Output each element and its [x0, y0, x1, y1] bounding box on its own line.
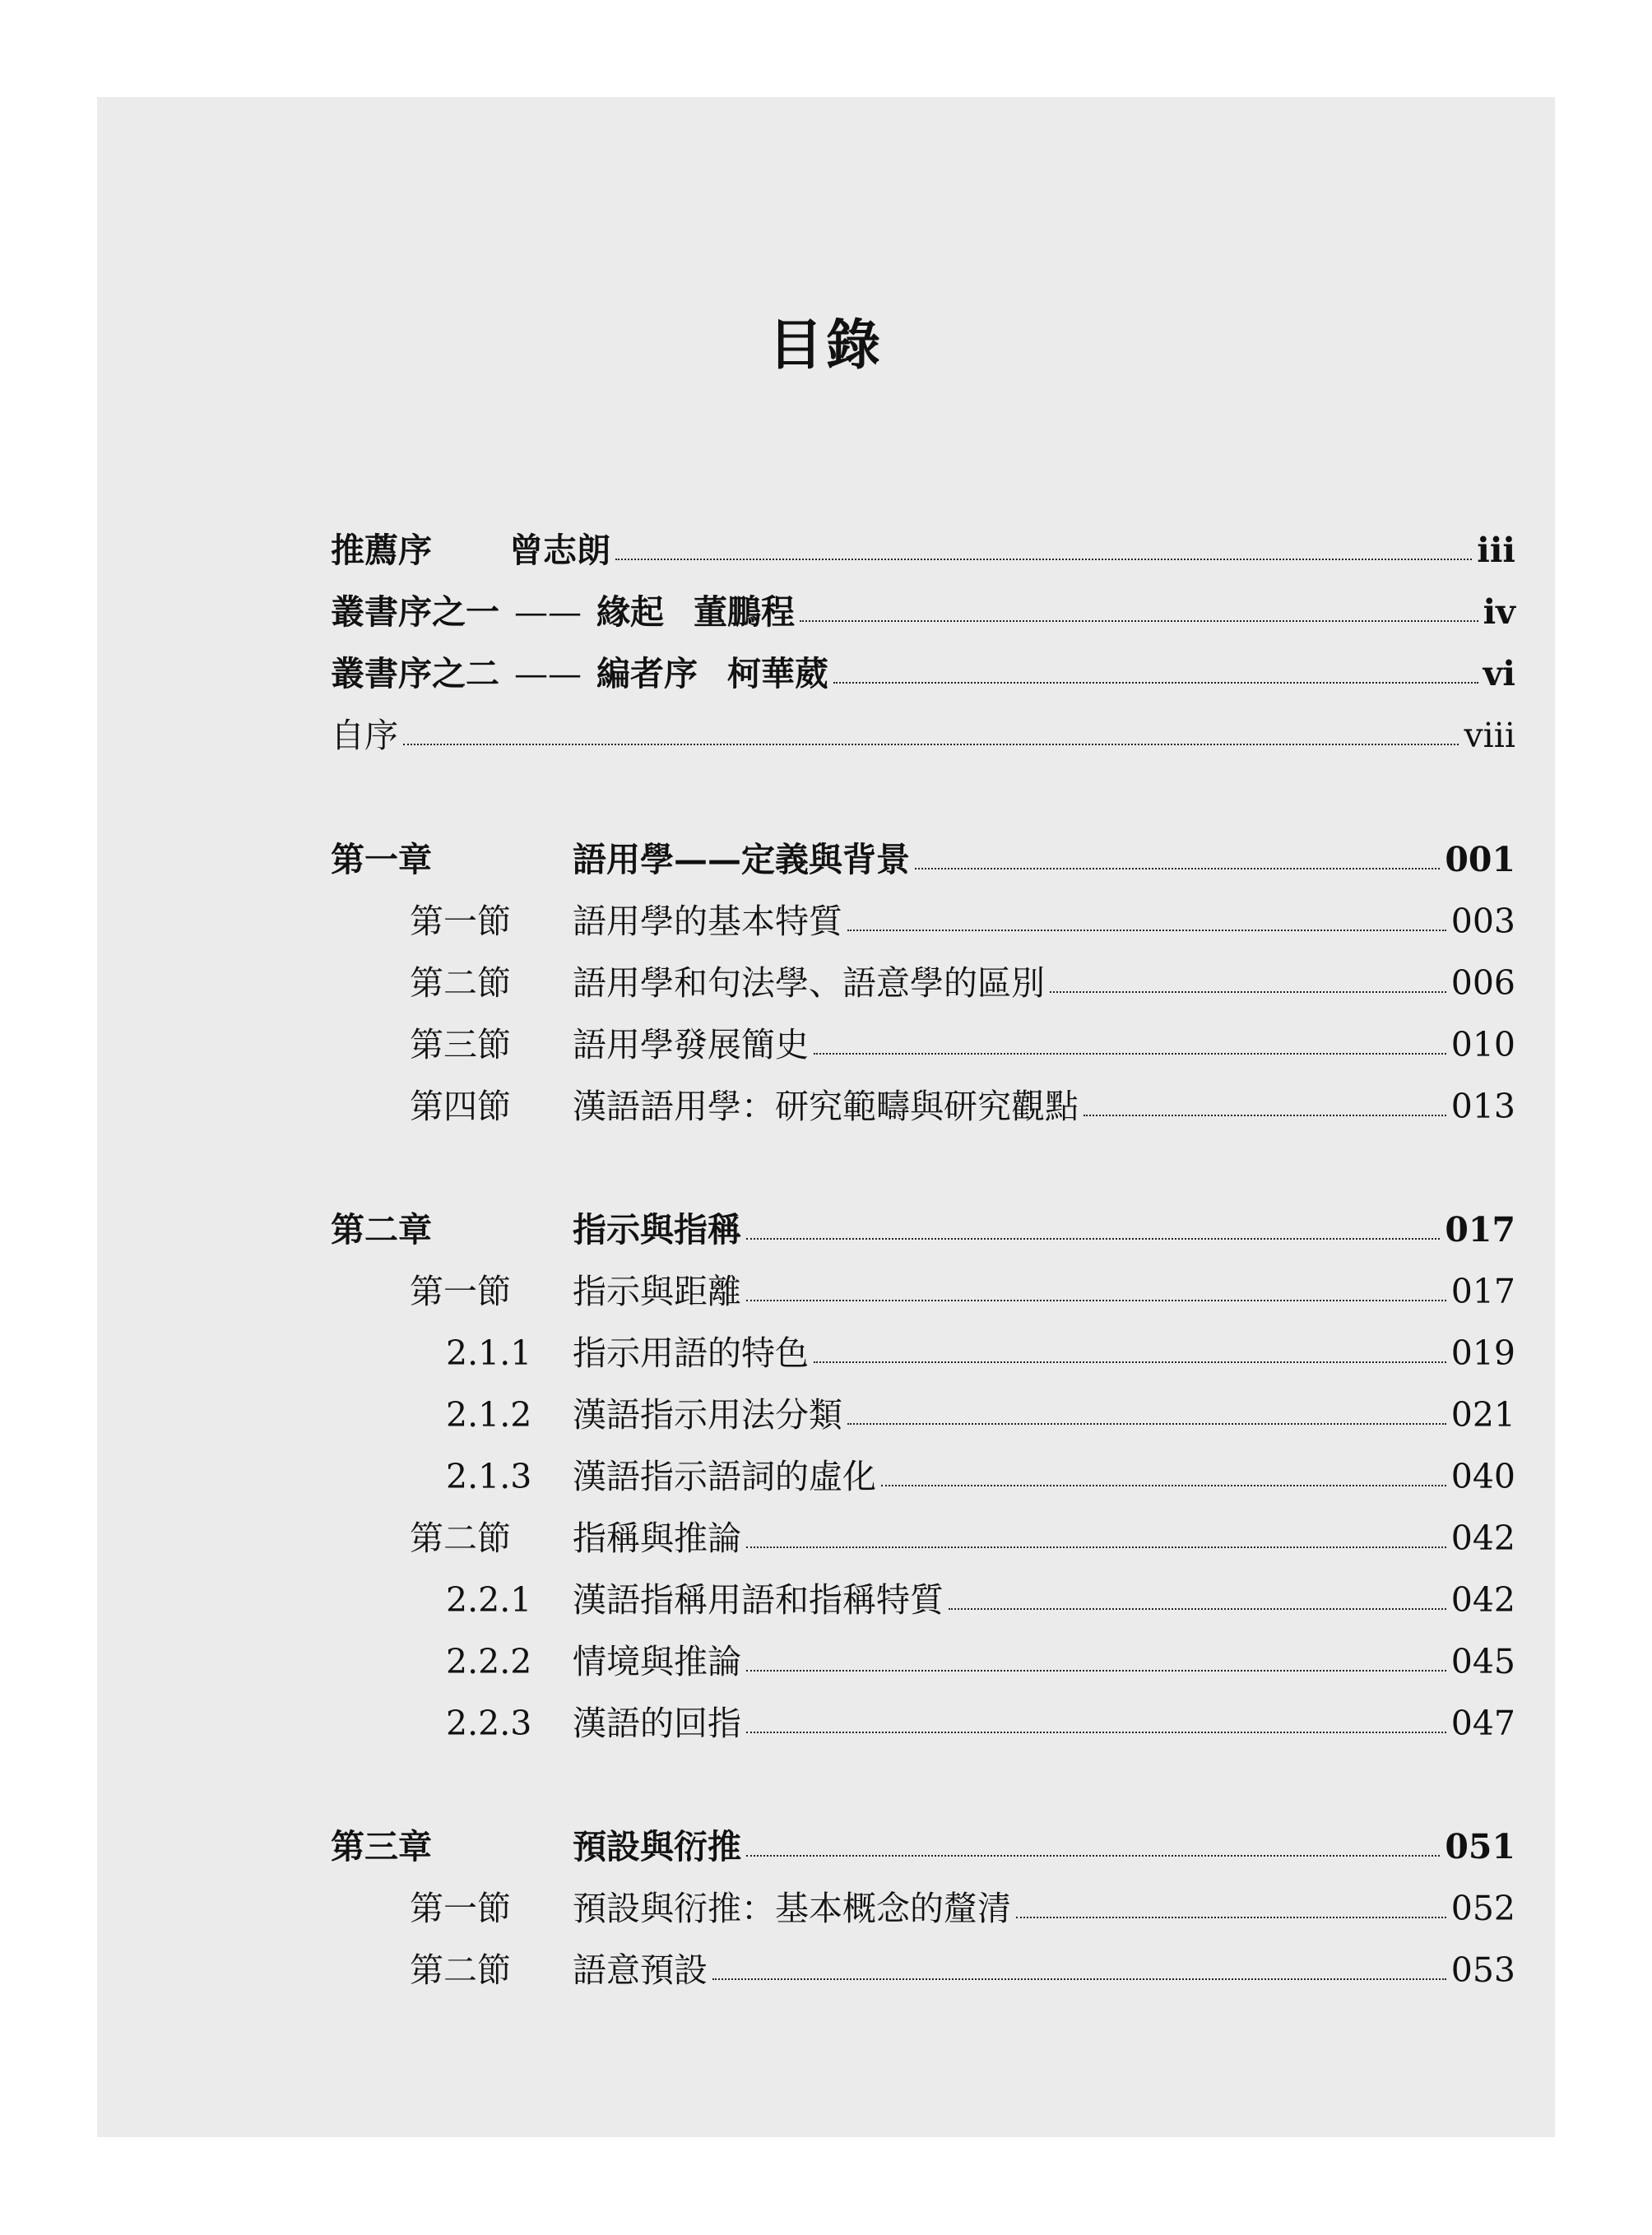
- entry-page: 021: [1450, 1395, 1515, 1435]
- entry-label: 第一節: [410, 1889, 511, 1928]
- entry-page: 051: [1445, 1827, 1515, 1866]
- toc-subsection-2-2-3[interactable]: [331, 1699, 1515, 1741]
- entry-page: 040: [1450, 1457, 1515, 1496]
- dot-leader: [746, 1238, 1440, 1240]
- entry-page: iv: [1483, 592, 1515, 632]
- entry-text: 緣起: [596, 592, 664, 632]
- toc-entry-author-preface[interactable]: [331, 712, 1515, 753]
- entry-text: 指稱與推論: [573, 1519, 741, 1558]
- entry-page: 052: [1450, 1889, 1515, 1928]
- toc-section-3-2[interactable]: [331, 1946, 1515, 1990]
- entry-label: 2.1.1: [446, 1333, 532, 1373]
- entry-page: 010: [1450, 1025, 1515, 1064]
- dot-leader: [949, 1608, 1446, 1610]
- entry-text: 情境與推論: [573, 1642, 741, 1681]
- toc-subsection-2-2-2[interactable]: [331, 1638, 1515, 1679]
- dot-leader: [814, 1053, 1446, 1055]
- entry-page: 003: [1450, 902, 1515, 941]
- entry-label: 第四節: [410, 1087, 511, 1126]
- toc-section-2-2[interactable]: [331, 1514, 1515, 1556]
- entry-label: 第一章: [331, 840, 432, 879]
- entry-text: 指示與距離: [573, 1272, 741, 1311]
- toc-section-1-1[interactable]: [331, 897, 1515, 939]
- entry-text: 漢語語用學：研究範疇與研究觀點: [573, 1087, 1079, 1126]
- entry-page: 019: [1450, 1333, 1515, 1373]
- entry-author: 曾志朗: [509, 531, 610, 570]
- dot-leader: [403, 744, 1459, 745]
- entry-text: 漢語指示用法分類: [573, 1395, 842, 1435]
- entry-text: 指示用語的特色: [573, 1333, 809, 1373]
- entry-label: 推薦序: [331, 531, 432, 570]
- toc-page: [97, 97, 1555, 2137]
- entry-page: vi: [1483, 654, 1515, 693]
- entry-text: 漢語的回指: [573, 1704, 741, 1743]
- toc-section-3-1[interactable]: [331, 1885, 1515, 1926]
- entry-text: 漢語指示語詞的虛化: [573, 1457, 876, 1496]
- entry-text: 語意預設: [573, 1950, 708, 1990]
- entry-page: 042: [1450, 1519, 1515, 1558]
- entry-page: iii: [1477, 531, 1515, 570]
- entry-page: 053: [1450, 1950, 1515, 1990]
- entry-page: 013: [1450, 1087, 1515, 1126]
- entry-label: 叢書序之一: [331, 592, 499, 632]
- dot-leader: [1050, 991, 1446, 993]
- entry-page: 042: [1450, 1580, 1515, 1620]
- entry-text: 指示與指稱: [573, 1210, 741, 1250]
- dot-leader: [814, 1361, 1446, 1363]
- entry-text: 語用學和句法學、語意學的區別: [573, 963, 1045, 1003]
- toc-subsection-2-2-1[interactable]: [331, 1576, 1515, 1620]
- entry-label: 2.2.3: [446, 1704, 532, 1743]
- dot-leader: [915, 868, 1440, 869]
- entry-text: 預設與衍推：基本概念的釐清: [573, 1889, 1011, 1928]
- dot-leader: [847, 930, 1446, 931]
- dot-leader: [746, 1732, 1446, 1733]
- entry-dash: ——: [514, 592, 582, 632]
- entry-page: 006: [1450, 963, 1515, 1003]
- entry-label: 第二節: [410, 1950, 511, 1990]
- toc-section-1-3[interactable]: [331, 1021, 1515, 1062]
- entry-page: 017: [1450, 1272, 1515, 1311]
- entry-label: 第一節: [410, 902, 511, 941]
- entry-label: 第三節: [410, 1025, 511, 1064]
- entry-label: 2.2.2: [446, 1642, 532, 1681]
- entry-page: 045: [1450, 1642, 1515, 1681]
- entry-text: 語用學的基本特質: [573, 902, 842, 941]
- entry-label: 2.1.3: [446, 1457, 532, 1496]
- entry-label: 第二章: [331, 1210, 432, 1250]
- toc-subsection-2-1-1[interactable]: [331, 1329, 1515, 1373]
- entry-text: 漢語指稱用語和指稱特質: [573, 1580, 944, 1620]
- entry-text: 預設與衍推: [573, 1827, 741, 1866]
- toc-subsection-2-1-3[interactable]: [331, 1453, 1515, 1494]
- toc-chapter-2[interactable]: [331, 1206, 1515, 1250]
- toc-subsection-2-1-2[interactable]: [331, 1391, 1515, 1435]
- dot-leader: [881, 1485, 1446, 1486]
- entry-label: 第一節: [410, 1272, 511, 1311]
- dot-leader: [712, 1978, 1446, 1980]
- dot-leader: [1084, 1115, 1446, 1116]
- entry-label: 自序: [331, 716, 398, 755]
- toc-entry-preface-recommend[interactable]: [331, 526, 1515, 568]
- toc-entry-series-preface-1[interactable]: [331, 588, 1515, 632]
- toc-chapter-1[interactable]: [331, 836, 1515, 877]
- dot-leader: [847, 1423, 1446, 1425]
- entry-dash: ——: [514, 654, 582, 693]
- dot-leader: [833, 682, 1478, 684]
- entry-label: 2.1.2: [446, 1395, 532, 1435]
- toc-chapter-3[interactable]: [331, 1823, 1515, 1864]
- toc-section-2-1[interactable]: [331, 1268, 1515, 1309]
- entry-author: 董鵬程: [694, 592, 795, 632]
- dot-leader: [800, 620, 1478, 622]
- dot-leader: [746, 1855, 1440, 1857]
- entry-text: 編者序: [596, 654, 698, 693]
- entry-author: 柯華葳: [727, 654, 828, 693]
- entry-page: viii: [1464, 716, 1515, 755]
- entry-label: 第三章: [331, 1827, 432, 1866]
- entry-page: 017: [1445, 1210, 1515, 1250]
- entry-text: 語用學發展簡史: [573, 1025, 809, 1064]
- dot-leader: [746, 1670, 1446, 1672]
- entry-page: 047: [1450, 1704, 1515, 1743]
- entry-label: 第二節: [410, 1519, 511, 1558]
- entry-page: 001: [1445, 840, 1515, 879]
- dot-leader: [1016, 1917, 1446, 1918]
- dot-leader: [615, 559, 1472, 560]
- page-title: 目錄: [768, 313, 884, 377]
- dot-leader: [746, 1300, 1446, 1301]
- toc-section-1-2[interactable]: [331, 959, 1515, 1003]
- entry-label: 叢書序之二: [331, 654, 499, 693]
- entry-label: 第二節: [410, 963, 511, 1003]
- entry-label: 2.2.1: [446, 1580, 532, 1620]
- dot-leader: [746, 1546, 1446, 1548]
- entry-text: 語用學——定義與背景: [573, 840, 910, 879]
- toc-section-1-4[interactable]: [331, 1083, 1515, 1124]
- toc-entry-series-preface-2[interactable]: [331, 650, 1515, 691]
